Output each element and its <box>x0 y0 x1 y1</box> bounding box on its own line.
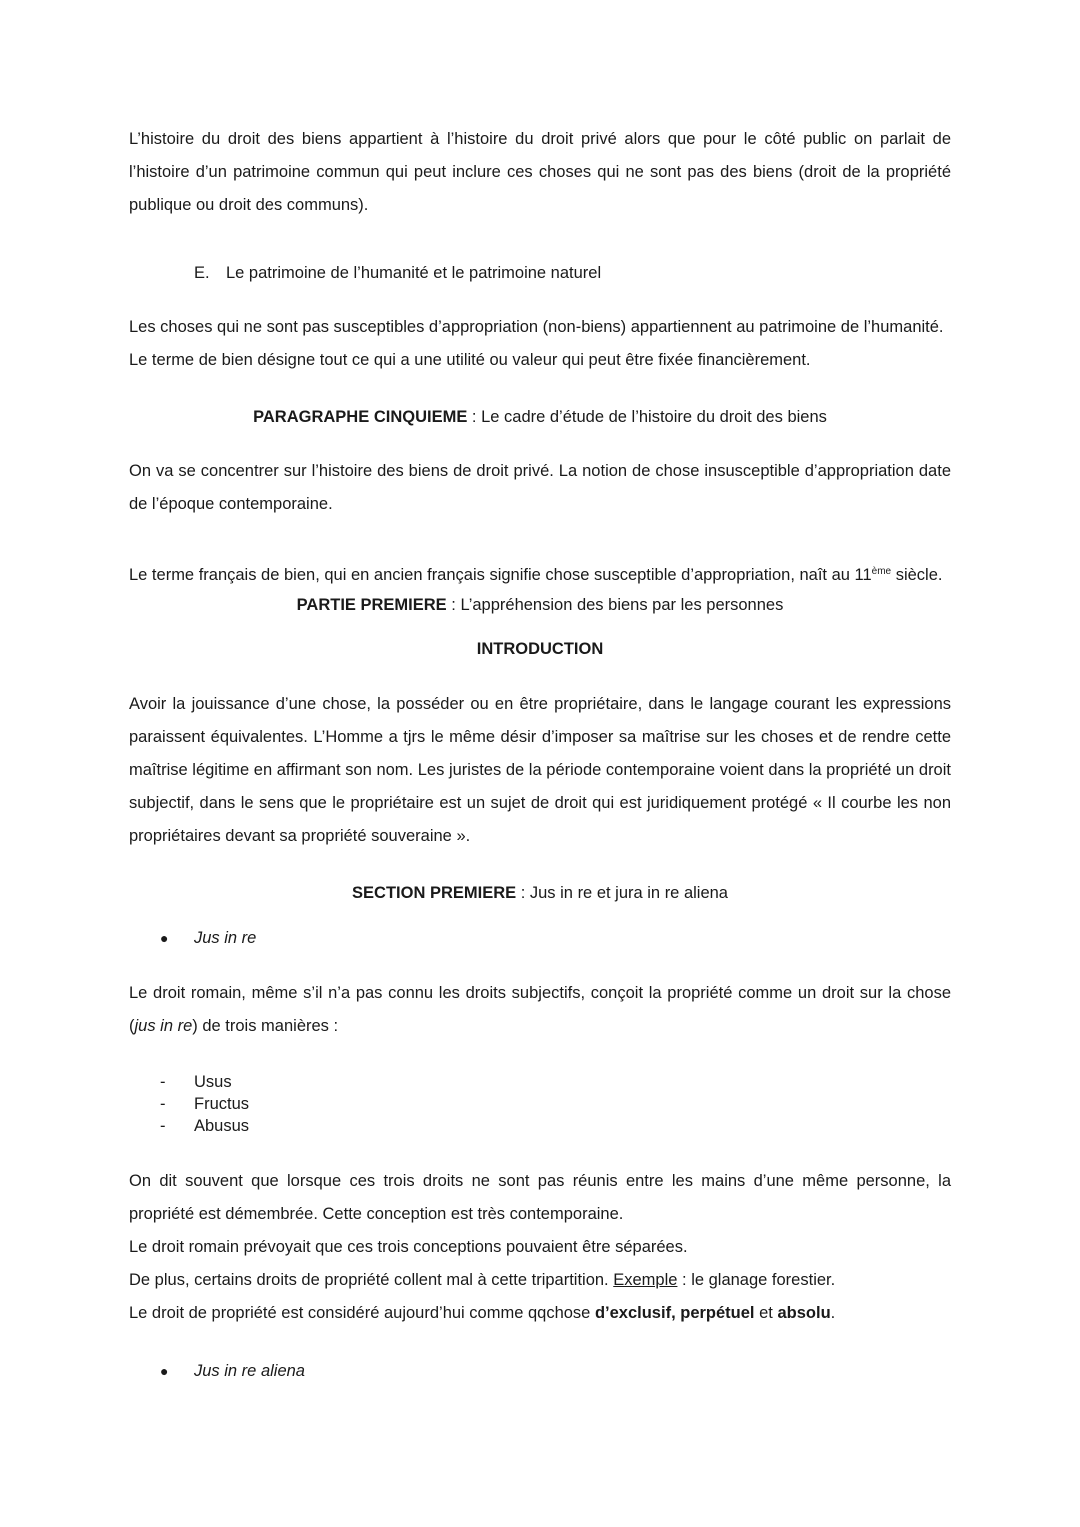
section-premiere-heading <box>129 882 951 904</box>
paragraph-non-biens <box>129 311 951 377</box>
terme-bien-text: Le terme français de bien, qui en ancien français signifie chose susceptible d’appropriation, naît au 11 <box>129 566 872 584</box>
list-item-label: Fructus <box>194 1095 250 1113</box>
comma-bold: , <box>671 1304 681 1322</box>
partie-premiere-label: PARTIE PREMIERE <box>296 596 447 614</box>
exemple-label: Exemple <box>613 1271 678 1289</box>
heading-e <box>194 262 601 284</box>
bullet-jus-in-re <box>160 927 256 949</box>
paragraph-biens-droit-prive: On va se concentrer sur l’histoire des biens de droit privé. La notion de chose insusceptible d’appropriation date de l’époque contemporaine. <box>129 462 951 513</box>
list-item-label: Abusus <box>194 1117 250 1135</box>
bullet-jus-in-re-aliena-label: Jus in re aliena <box>194 1362 305 1380</box>
paragraphe-cinquieme-title: : Le cadre d’étude de l’histoire du droit des biens <box>467 408 827 426</box>
dash-icon: - <box>160 1117 166 1135</box>
line-droit-propriete-caracteres <box>129 1297 951 1330</box>
droit-romain-text: Le droit romain, même s’il n’a pas connu les droits subjectifs, conçoit la propriété comme un droit sur la chose <box>129 984 951 1002</box>
introduction-heading <box>129 638 951 660</box>
paragraph-jouissance: Avoir la jouissance d’une chose, la posséder ou en être propriétaire, dans le langage courant les expressions paraissent équivalentes. L’Homme a tjrs le même désir d’imposer sa maîtrise sur les choses et de rendre cette maîtrise légitime en affirmant son nom. Les juristes de la période contemporaine voient dans la propriété un droit subjectif, dans le sens que le propriétaire est un sujet de droit qui est juridiquement protégé « Il courbe les non propriétaires devant sa propriété souveraine ». <box>129 695 951 845</box>
paragraph-demembrement <box>129 1165 951 1330</box>
list-item <box>160 1115 249 1137</box>
period: . <box>830 1304 836 1322</box>
list-item-label: Usus <box>194 1073 232 1091</box>
paragraphe-cinquieme-label: PARAGRAPHE CINQUIEME <box>253 408 468 426</box>
perpetuel-bold: perpétuel <box>680 1304 755 1322</box>
dash-icon: - <box>160 1095 166 1113</box>
bullet-jus-in-re-aliena <box>160 1360 305 1382</box>
glanage-forestier: : le glanage forestier. <box>677 1271 836 1289</box>
line-propriete-demembree: On dit souvent que lorsque ces trois droits ne sont pas réunis entre les mains d’une même personne, la propriété est démembrée. Cette conception est très contemporaine. <box>129 1172 951 1223</box>
terme-bien-siecle: siècle. <box>891 566 943 584</box>
section-premiere-label: SECTION PREMIERE <box>352 884 517 902</box>
bullet-jus-in-re-label: Jus in re <box>194 929 257 947</box>
dash-icon: - <box>160 1073 166 1091</box>
bullet-icon: ● <box>160 1363 169 1379</box>
section-premiere-title: : Jus in re et jura in re aliena <box>516 884 728 902</box>
attributs-propriete-list <box>160 1071 249 1137</box>
heading-e-title: Le patrimoine de l’humanité et le patrimoine naturel <box>226 264 602 282</box>
line-terme-bien: Le terme de bien désigne tout ce qui a une utilité ou valeur qui peut être fixée financièrement. <box>129 351 811 369</box>
terme-bien-superscript: ème <box>871 566 892 577</box>
droit-romain-italic: jus in re <box>134 1017 193 1035</box>
droit-romain-paren-open: ( <box>129 1017 135 1035</box>
partie-premiere-title: : L’appréhension des biens par les personnes <box>446 596 784 614</box>
caracteres-text: Le droit de propriété est considéré aujourd’hui comme qqchose <box>129 1304 595 1322</box>
droit-romain-end: ) de trois manières : <box>192 1017 339 1035</box>
list-item <box>160 1071 249 1093</box>
partie-premiere-heading <box>129 594 951 616</box>
paragraph-histoire-droit-biens: L’histoire du droit des biens appartient à l’histoire du droit privé alors que pour le côté public on parlait de l’histoire d’un patrimoine commun qui peut inclure ces choses qui ne sont pas des biens (droit de la propriété publique ou droit des communs). <box>129 130 951 214</box>
absolu-bold: absolu <box>777 1304 831 1322</box>
introduction-title: INTRODUCTION <box>476 640 604 658</box>
et-text: et <box>754 1304 778 1322</box>
paragraph-terme-bien <box>129 561 951 586</box>
tripartition-text: De plus, certains droits de propriété collent mal à cette tripartition. <box>129 1271 614 1289</box>
exclusif-bold: d’exclusif <box>594 1304 672 1322</box>
paragraph-droit-romain <box>129 977 951 1043</box>
bullet-icon: ● <box>160 930 169 946</box>
heading-e-letter: E. <box>194 264 210 282</box>
line-tripartition <box>129 1264 951 1297</box>
list-item <box>160 1093 249 1115</box>
paragraphe-cinquieme-heading <box>129 406 951 428</box>
line-patrimoine-humanite: Les choses qui ne sont pas susceptibles d’appropriation (non-biens) appartiennent au patrimoine de l’humanité. <box>129 318 944 336</box>
line-droit-romain-separees: Le droit romain prévoyait que ces trois conceptions pouvaient être séparées. <box>129 1238 688 1256</box>
